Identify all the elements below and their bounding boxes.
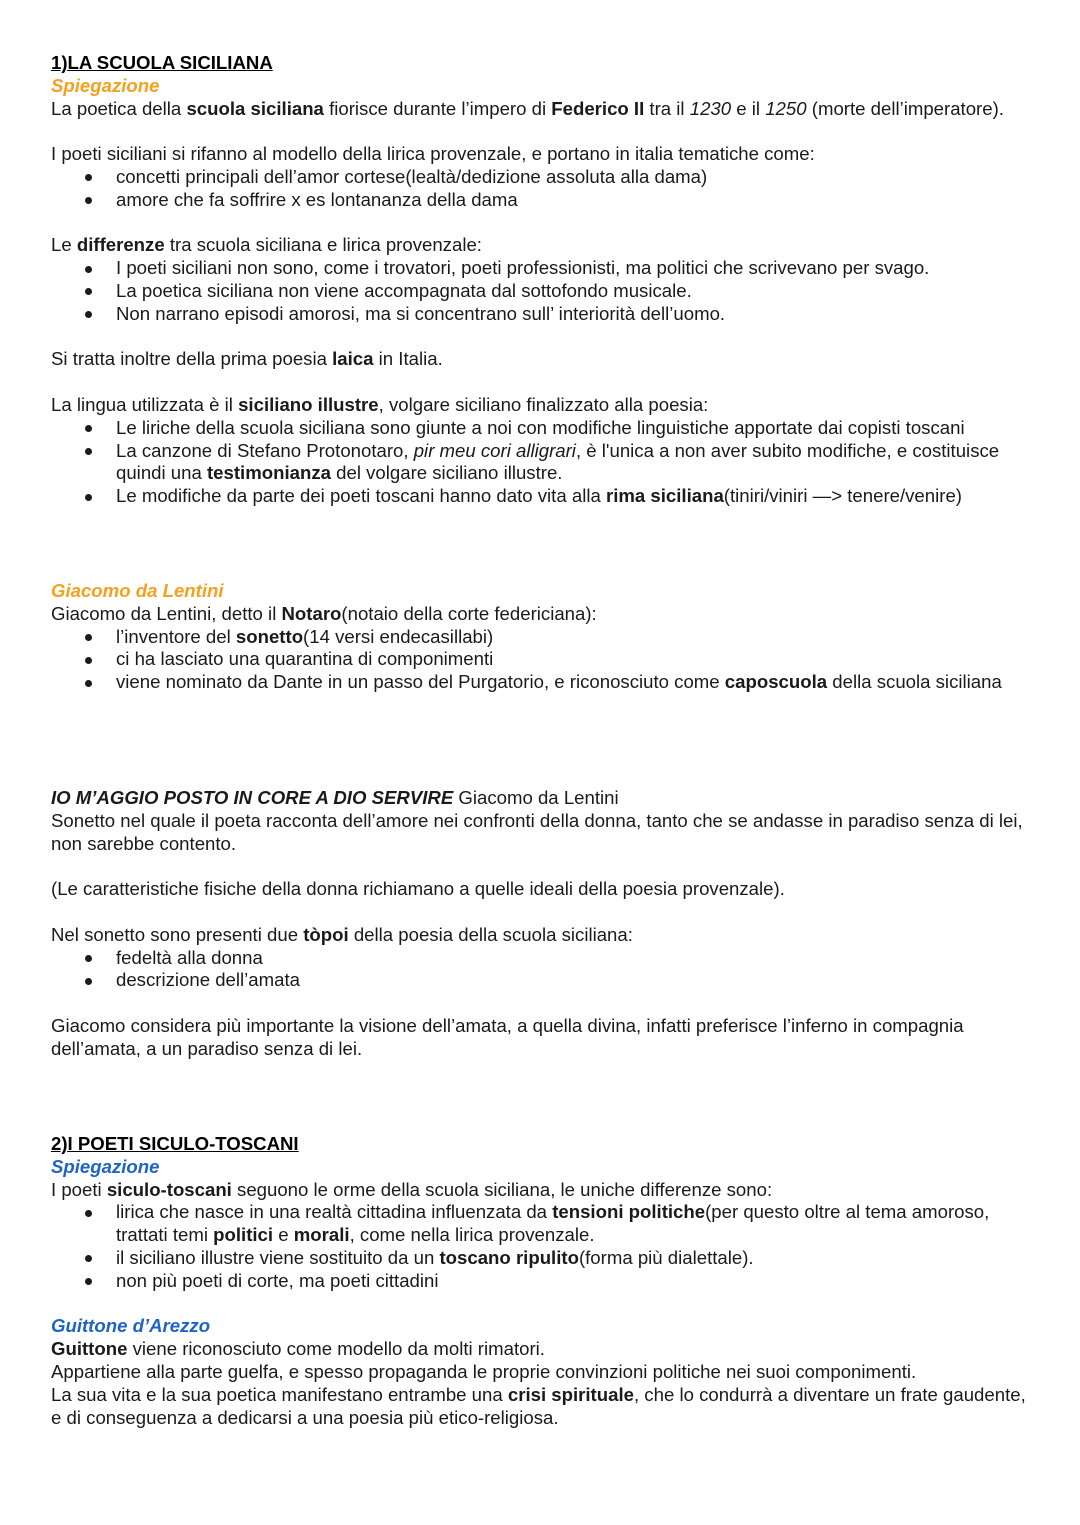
text-run: del volgare siciliano illustre. [330,462,563,484]
text-run: (14 versi endecasillabi) [303,625,494,647]
bold-term: toscano ripulito [439,1246,579,1268]
text-run: La sua vita e la sua poetica manifestano entrambe una [51,1383,508,1405]
text-run: Nel sonetto sono presenti due [51,923,304,945]
text-run: (notaio della corte federiciana): [341,602,597,624]
list-item [116,671,1041,694]
bold-term: Guittone [51,1338,128,1360]
text-run: Le [51,234,77,256]
bold-term: tensioni politiche [552,1201,706,1223]
list-item [116,1270,1041,1293]
text-run: La poetica della [51,97,187,119]
text-run: Non narrano episodi amorosi, ma si concentrano sull’ interiorità dell’uomo. [116,302,726,324]
text-run: fedeltà alla donna [116,946,263,968]
bullet-list [51,947,1041,993]
subsection-sonetto [51,787,1041,1061]
text-run: lirica che nasce in una realtà cittadina influenzata da [116,1201,553,1223]
text-run: La poetica siciliana non viene accompagnata dal sottofondo musicale. [116,279,692,301]
poem-heading [51,787,1041,810]
list-item [116,257,1041,280]
bold-term: sonetto [235,625,304,647]
section-title: 2)I POETI SICULO-TOSCANI [51,1133,299,1154]
text-run: , volgare siciliano finalizzato alla poesia: [378,393,709,415]
bullet-list [51,257,1041,325]
text-run: I poeti [51,1178,107,1200]
list-item [116,303,1041,326]
text-run: in Italia. [373,348,443,370]
text-run: La lingua utilizzata è il [51,393,239,415]
subheading-spiegazione: Spiegazione [51,1155,160,1177]
subheading-giacomo: Giacomo da Lentini [51,580,224,601]
paragraph [51,1338,1041,1361]
text-run: e [273,1224,294,1246]
subsection-giacomo [51,580,1041,694]
section-siculo-toscani [51,1133,1041,1429]
list-item [116,626,1041,649]
paragraph [51,603,1041,626]
bold-term: laica [332,348,374,370]
text-run: amore che fa soffrire x es lontananza della dama [116,188,518,210]
list-item [116,1247,1041,1270]
bold-term: morali [293,1224,350,1246]
subheading-guittone: Guittone d’Arezzo [51,1315,211,1337]
list-item [116,417,1041,440]
text-run: (tiniri/viniri —> tenere/venire) [723,485,962,507]
text-run: (forma più dialettale). [578,1246,754,1268]
paragraph: Sonetto nel quale il poeta racconta dell’amore nei confronti della donna, tanto che se andasse in paradiso senza di lei, non sarebbe contento. [51,809,1023,854]
bold-term: differenze [76,234,165,256]
list-item [116,280,1041,303]
text-run: della poesia della scuola siciliana: [348,923,633,945]
text-run: fiorisce durante l’impero di [323,97,552,119]
paragraph [51,394,1041,417]
text-run: ci ha lasciato una quarantina di componimenti [116,648,494,670]
bold-term: siculo-toscani [106,1178,232,1200]
text-run: viene nominato da Dante in un passo del Purgatorio, e riconosciuto come [116,671,725,693]
text-run: , che lo condurrà a diventare un frate gaudente, e di conseguenza a dedicarsi a una poesia più etico-religiosa. [51,1383,1026,1428]
text-run: Giacomo da Lentini, detto il [51,602,282,624]
paragraph [51,1179,1041,1202]
bold-term: Notaro [281,602,342,624]
paragraph [51,348,1041,371]
list-item [116,947,1041,970]
text-run: e il [731,97,766,119]
paragraph [51,98,1041,121]
paragraph [51,234,1041,257]
text-run: descrizione dell’amata [116,969,300,991]
text-run: non più poeti di corte, ma poeti cittadini [116,1269,439,1291]
paragraph: Giacomo considera più importante la visione dell’amata, a quella divina, infatti preferisce l’inferno in compagnia dell’amata, a un paradiso senza di lei. [51,1014,964,1059]
list-item [116,440,1041,486]
section-scuola-siciliana [51,52,1041,508]
bullet-list [51,166,1041,212]
bold-term: crisi spirituale [507,1383,634,1405]
text-run: La canzone di Stefano Protonotaro, [116,439,414,461]
bold-term: scuola siciliana [186,97,324,119]
text-run: Si tratta inoltre della prima poesia [51,348,333,370]
text-run: , è l'unica a non aver subito modifiche, e costituisce quindi una [116,439,1000,484]
bold-term: politici [213,1224,274,1246]
bold-term: testimonianza [206,462,331,484]
text-run: il siciliano illustre viene sostituito da un [116,1246,440,1268]
bold-term: siciliano illustre [238,393,379,415]
poem-author: Giacomo da Lentini [453,787,619,808]
paragraph: Appartiene alla parte guelfa, e spesso propaganda le proprie convinzioni politiche nei suoi componimenti. [51,1360,917,1382]
bold-term: caposcuola [724,671,828,693]
text-run: Le liriche della scuola siciliana sono giunte a noi con modifiche linguistiche apportate dai copisti toscani [116,416,965,438]
list-item [116,1201,1041,1247]
text-run: concetti principali dell’amor cortese(lealtà/dedizione assoluta alla dama) [116,165,708,187]
text-run: l’inventore del [116,625,236,647]
text-run: I poeti siciliani non sono, come i trovatori, poeti professionisti, ma politici che scrivevano per svago. [116,257,930,279]
bold-term: rima siciliana [605,485,724,507]
bold-term: tòpoi [303,923,349,945]
list-item [116,648,1041,671]
text-run: tra scuola siciliana e lirica provenzale: [164,234,482,256]
list-item [116,189,1041,212]
subheading-spiegazione: Spiegazione [51,74,160,96]
text-run: , come nella lirica provenzale. [349,1224,595,1246]
poem-title: IO M’AGGIO POSTO IN CORE A DIO SERVIRE [51,787,454,808]
text-run: seguono le orme della scuola siciliana, le uniche differenze sono: [231,1178,773,1200]
bullet-list [51,626,1041,694]
bullet-list [51,417,1041,508]
paragraph: I poeti siciliani si rifanno al modello della lirica provenzale, e portano in italia tematiche come: [51,143,815,165]
italic-term: 1250 [765,97,807,119]
text-run: (per questo oltre al tema amoroso, trattati temi [116,1201,990,1246]
list-item [116,485,1041,508]
text-run: (morte dell’imperatore). [806,97,1004,119]
text-run: della scuola siciliana [827,671,1002,693]
paragraph [51,924,1041,947]
italic-term: 1230 [689,97,732,119]
list-item [116,969,1041,992]
text-run: Le modifiche da parte dei poeti toscani hanno dato vita alla [116,485,606,507]
bold-term: Federico II [551,97,645,119]
text-run: viene riconosciuto come modello da molti rimatori. [127,1338,545,1360]
paragraph: (Le caratteristiche fisiche della donna richiamano a quelle ideali della poesia provenzale). [51,878,785,900]
italic-term: pir meu cori alligrari [413,439,576,461]
section-title: 1)LA SCUOLA SICILIANA [51,52,273,73]
text-run: tra il [644,97,690,119]
bullet-list [51,1201,1041,1292]
paragraph [51,1384,1041,1430]
list-item [116,166,1041,189]
